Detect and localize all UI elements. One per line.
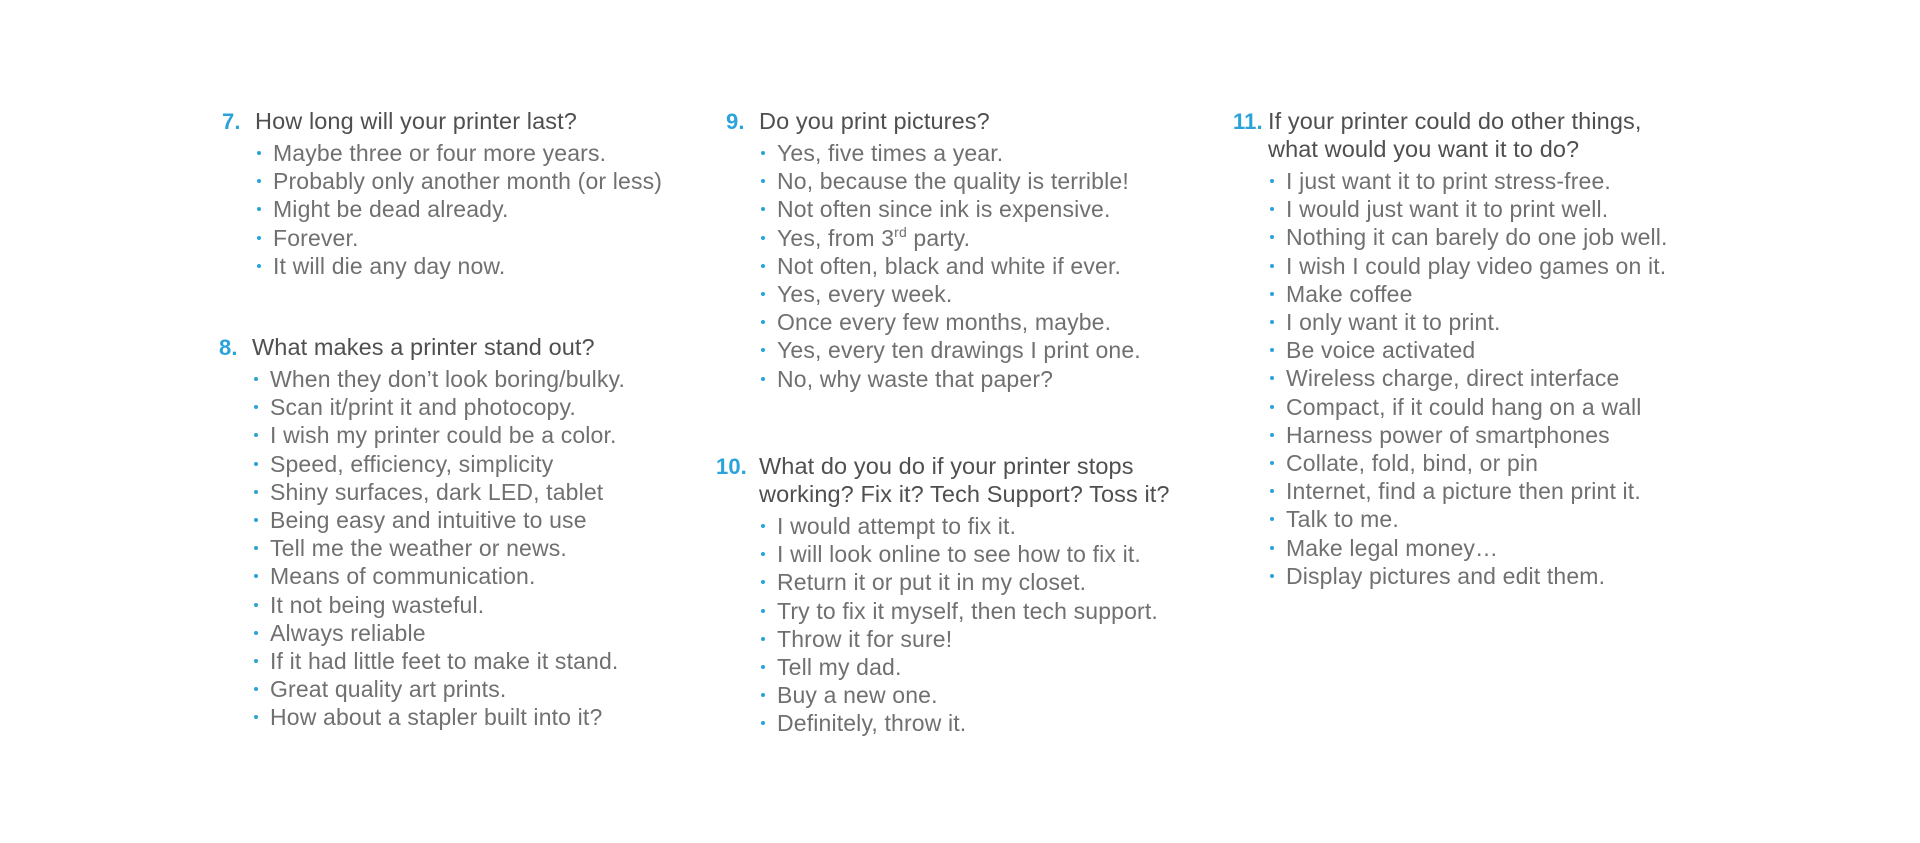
- bullet-icon: [761, 580, 765, 584]
- bullet-icon: [254, 603, 258, 607]
- question-number: 8.: [219, 335, 238, 360]
- answer-item: Talk to me.: [1286, 505, 1668, 533]
- bullet-icon: [761, 524, 765, 528]
- question-9: [726, 107, 1141, 393]
- question-heading: [222, 107, 662, 135]
- question-heading: [219, 333, 625, 361]
- question-title-line: If your printer could do other things,: [1268, 108, 1642, 134]
- bullet-icon: [761, 377, 765, 381]
- answer-item: Wireless charge, direct interface: [1286, 364, 1668, 392]
- question-title: What makes a printer stand out?: [252, 334, 595, 360]
- answer-list: [273, 139, 662, 280]
- bullet-icon: [761, 721, 765, 725]
- question-11: [1233, 107, 1668, 590]
- answer-item: Always reliable: [270, 619, 625, 647]
- bullet-icon: [257, 236, 261, 240]
- answer-item: I just want it to print stress-free.: [1286, 167, 1668, 195]
- answer-item: Be voice activated: [1286, 336, 1668, 364]
- answer-item: Not often since ink is expensive.: [777, 195, 1141, 223]
- answer-item: Yes, every ten drawings I print one.: [777, 336, 1141, 364]
- answer-item: Display pictures and edit them.: [1286, 562, 1668, 590]
- bullet-icon: [1270, 405, 1274, 409]
- bullet-icon: [254, 462, 258, 466]
- answer-item: It will die any day now.: [273, 252, 662, 280]
- bullet-icon: [1270, 292, 1274, 296]
- question-title-line: what would you want it to do?: [1268, 136, 1580, 162]
- bullet-icon: [257, 151, 261, 155]
- answer-item: I will look online to see how to fix it.: [777, 540, 1170, 568]
- question-number: 9.: [726, 109, 745, 134]
- answer-item: Once every few months, maybe.: [777, 308, 1141, 336]
- bullet-icon: [1270, 546, 1274, 550]
- answer-list: [270, 365, 625, 732]
- bullet-icon: [257, 264, 261, 268]
- answer-item: Make coffee: [1286, 280, 1668, 308]
- bullet-icon: [254, 631, 258, 635]
- bullet-icon: [254, 433, 258, 437]
- bullet-icon: [257, 207, 261, 211]
- answer-item: It not being wasteful.: [270, 591, 625, 619]
- question-title: How long will your printer last?: [255, 108, 577, 134]
- answer-item: Maybe three or four more years.: [273, 139, 662, 167]
- answer-list: [777, 139, 1141, 393]
- answer-item: I wish my printer could be a color.: [270, 421, 625, 449]
- bullet-icon: [1270, 235, 1274, 239]
- question-7: [222, 107, 662, 280]
- bullet-icon: [1270, 517, 1274, 521]
- bullet-icon: [254, 490, 258, 494]
- bullet-icon: [761, 292, 765, 296]
- answer-item: How about a stapler built into it?: [270, 703, 625, 731]
- answer-item: I would just want it to print well.: [1286, 195, 1668, 223]
- bullet-icon: [761, 320, 765, 324]
- answer-item: Speed, efficiency, simplicity: [270, 450, 625, 478]
- answer-item: Harness power of smartphones: [1286, 421, 1668, 449]
- bullet-icon: [1270, 207, 1274, 211]
- bullet-icon: [1270, 461, 1274, 465]
- bullet-icon: [761, 609, 765, 613]
- answer-item: Internet, find a picture then print it.: [1286, 477, 1668, 505]
- answer-item: Forever.: [273, 224, 662, 252]
- question-title: Do you print pictures?: [759, 108, 990, 134]
- bullet-icon: [254, 574, 258, 578]
- question-heading: [726, 107, 1141, 135]
- question-title-line: working? Fix it? Tech Support? Toss it?: [759, 481, 1170, 507]
- bullet-icon: [1270, 320, 1274, 324]
- answer-item: Means of communication.: [270, 562, 625, 590]
- answer-item: Shiny surfaces, dark LED, tablet: [270, 478, 625, 506]
- answer-item: Probably only another month (or less): [273, 167, 662, 195]
- answer-list: [777, 512, 1170, 738]
- question-number: 10.: [716, 454, 747, 479]
- bullet-icon: [761, 264, 765, 268]
- answer-item: Throw it for sure!: [777, 625, 1170, 653]
- bullet-icon: [761, 348, 765, 352]
- ordinal-suffix: rd: [894, 223, 907, 240]
- question-title-line: What do you do if your printer stops: [759, 453, 1134, 479]
- answer-item: Great quality art prints.: [270, 675, 625, 703]
- bullet-icon: [1270, 489, 1274, 493]
- answer-item: Make legal money…: [1286, 534, 1668, 562]
- bullet-icon: [1270, 574, 1274, 578]
- bullet-icon: [254, 546, 258, 550]
- question-heading: [1233, 107, 1668, 163]
- answer-item: Might be dead already.: [273, 195, 662, 223]
- answer-item: No, why waste that paper?: [777, 365, 1141, 393]
- answer-item: Not often, black and white if ever.: [777, 252, 1141, 280]
- bullet-icon: [254, 687, 258, 691]
- question-heading: [716, 452, 1170, 508]
- answer-item: No, because the quality is terrible!: [777, 167, 1141, 195]
- bullet-icon: [1270, 433, 1274, 437]
- answer-item: Return it or put it in my closet.: [777, 568, 1170, 596]
- answer-list: [1286, 167, 1668, 590]
- answer-item: Tell my dad.: [777, 653, 1170, 681]
- bullet-icon: [761, 665, 765, 669]
- bullet-icon: [761, 151, 765, 155]
- answer-item: Definitely, throw it.: [777, 709, 1170, 737]
- answer-item: When they don’t look boring/bulky.: [270, 365, 625, 393]
- answer-item: Tell me the weather or news.: [270, 534, 625, 562]
- bullet-icon: [761, 693, 765, 697]
- answer-item: Try to fix it myself, then tech support.: [777, 597, 1170, 625]
- question-number: 11.: [1233, 109, 1263, 134]
- bullet-icon: [761, 236, 765, 240]
- bullet-icon: [1270, 264, 1274, 268]
- bullet-icon: [761, 552, 765, 556]
- answer-item: I wish I could play video games on it.: [1286, 252, 1668, 280]
- bullet-icon: [761, 179, 765, 183]
- answer-item: Buy a new one.: [777, 681, 1170, 709]
- answer-item: Scan it/print it and photocopy.: [270, 393, 625, 421]
- bullet-icon: [761, 637, 765, 641]
- bullet-icon: [257, 179, 261, 183]
- bullet-icon: [254, 659, 258, 663]
- answer-item: Yes, five times a year.: [777, 139, 1141, 167]
- bullet-icon: [254, 405, 258, 409]
- answer-item: If it had little feet to make it stand.: [270, 647, 625, 675]
- bullet-icon: [254, 377, 258, 381]
- question-8: [219, 333, 625, 732]
- answer-item: Nothing it can barely do one job well.: [1286, 223, 1668, 251]
- answer-item: I only want it to print.: [1286, 308, 1668, 336]
- bullet-icon: [1270, 179, 1274, 183]
- bullet-icon: [254, 715, 258, 719]
- answer-item: Yes, from 3rd party.: [777, 224, 1141, 252]
- answer-item: Being easy and intuitive to use: [270, 506, 625, 534]
- bullet-icon: [1270, 348, 1274, 352]
- answer-item: Yes, every week.: [777, 280, 1141, 308]
- question-10: [716, 452, 1170, 738]
- answer-item: I would attempt to fix it.: [777, 512, 1170, 540]
- bullet-icon: [254, 518, 258, 522]
- bullet-icon: [761, 207, 765, 211]
- answer-item: Compact, if it could hang on a wall: [1286, 393, 1668, 421]
- question-number: 7.: [222, 109, 241, 134]
- bullet-icon: [1270, 376, 1274, 380]
- answer-item: Collate, fold, bind, or pin: [1286, 449, 1668, 477]
